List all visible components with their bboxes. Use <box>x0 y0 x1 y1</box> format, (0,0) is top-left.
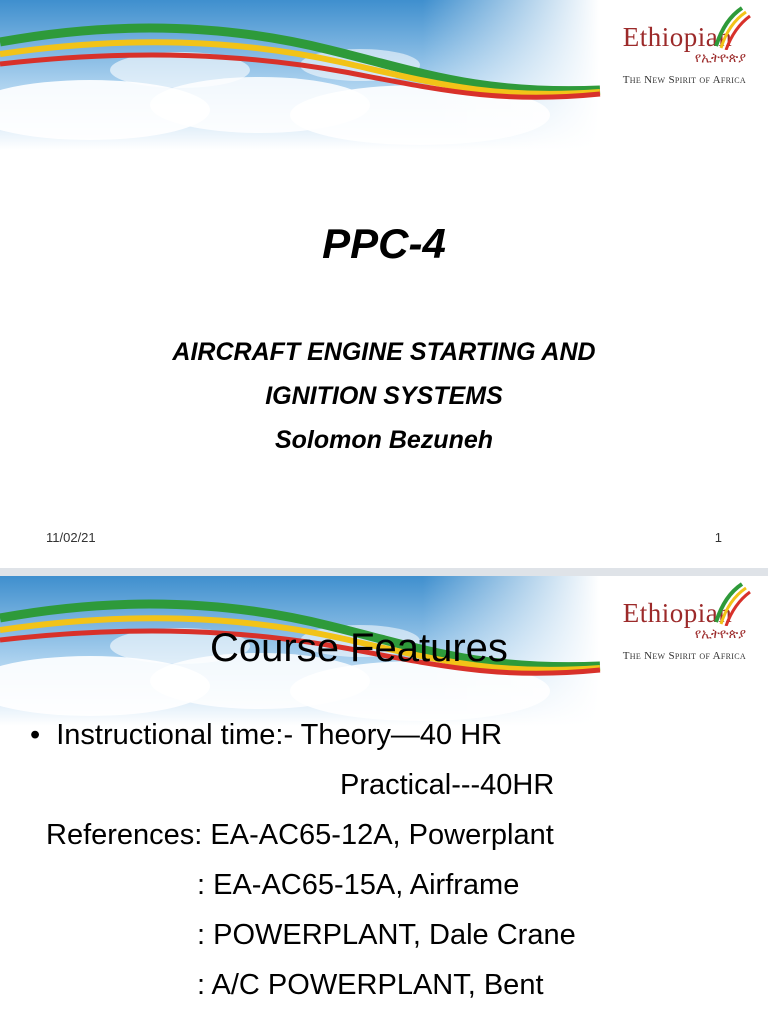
ethiopian-logo <box>623 22 746 86</box>
slide-title: PPC-4 <box>322 220 446 267</box>
reference-bent: : A/C POWERPLANT, Bent <box>197 969 544 1001</box>
author-name: Solomon Bezuneh <box>274 426 494 454</box>
logo-wordmark: Ethiopian <box>622 22 733 52</box>
flag-flourish-icon <box>712 6 752 50</box>
slide-title: Course Features <box>210 626 508 670</box>
references-line: References: EA-AC65-12A, Powerplant <box>46 819 554 851</box>
slide-date: 11/02/21 <box>46 530 96 545</box>
reference-dale-crane: : POWERPLANT, Dale Crane <box>197 919 576 951</box>
logo-tagline: The New Spirit of Africa <box>622 650 746 662</box>
flag-flourish-icon <box>712 582 752 626</box>
practical-hours: Practical---40HR <box>340 769 555 801</box>
subtitle-line-1: AIRCRAFT ENGINE STARTING AND <box>172 338 596 366</box>
bullet-instructional-time <box>30 719 502 752</box>
logo-wordmark: Ethiopian <box>622 598 733 628</box>
reference-airframe: : EA-AC65-15A, Airframe <box>197 869 520 901</box>
slide-number: 1 <box>714 530 722 545</box>
subtitle-line-2: IGNITION SYSTEMS <box>265 382 503 410</box>
logo-tagline: The New Spirit of Africa <box>622 74 746 86</box>
slide-subtitle <box>0 330 768 462</box>
bullet-marker: • <box>30 719 41 751</box>
logo-amharic-wordmark: የኢትዮጵያ <box>694 627 746 642</box>
logo-amharic-wordmark: የኢትዮጵያ <box>694 51 746 66</box>
ethiopian-logo <box>623 598 746 662</box>
instructional-time-text: Instructional time:- Theory—40 HR <box>56 719 503 751</box>
slide-2 <box>0 576 768 1024</box>
